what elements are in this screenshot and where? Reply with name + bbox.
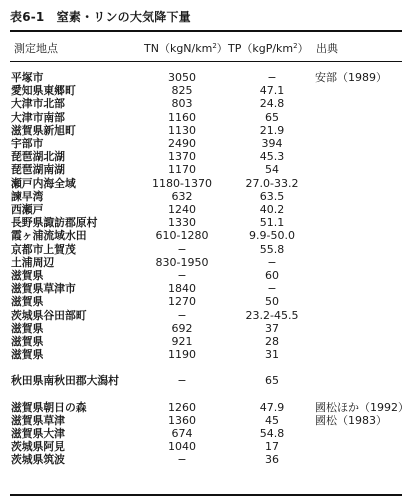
- tp-cell: 55.8: [259, 242, 285, 256]
- tp-cell: 60: [265, 269, 279, 282]
- tp-cell: 27.0-33.2: [245, 176, 299, 190]
- site-cell: 滋賀県草津: [11, 413, 65, 427]
- table-row: [10, 71, 402, 84]
- header-tn-close: ）: [216, 42, 228, 55]
- header-site: 測定地点: [14, 42, 58, 55]
- tn-cell: 1260: [168, 400, 196, 414]
- site-cell: 茨城県筑波: [11, 453, 65, 467]
- tp-cell: −: [267, 71, 277, 84]
- table-row: [10, 243, 402, 256]
- tp-cell: 50: [265, 295, 279, 309]
- table-row: [10, 295, 402, 308]
- tn-cell: −: [177, 374, 187, 388]
- site-cell: 茨城県阿見: [11, 440, 65, 454]
- tp-cell: 54.8: [259, 427, 285, 440]
- tp-cell: 65: [265, 374, 279, 388]
- tp-cell: −: [267, 282, 277, 296]
- site-cell: 平塚市: [11, 71, 44, 84]
- site-cell: 琵琶湖南湖: [11, 163, 65, 177]
- header-tp-close: ）: [297, 42, 309, 55]
- tp-cell: 45: [265, 413, 279, 427]
- header-tp-sup: 2: [293, 42, 298, 50]
- tn-cell: 610-1280: [155, 229, 209, 243]
- tn-cell: −: [177, 242, 187, 256]
- tp-cell: 47.9: [259, 400, 285, 414]
- site-cell: 滋賀県: [11, 321, 44, 335]
- tn-cell: 1330: [168, 216, 196, 230]
- tp-cell: 65: [265, 110, 279, 124]
- table-row: [10, 97, 402, 110]
- site-cell: 滋賀県: [11, 269, 44, 282]
- site-cell: 琵琶湖北湖: [11, 150, 65, 164]
- header-tn-label: TN（kgN/km: [144, 42, 213, 55]
- header-tn-sup: 2: [212, 42, 217, 50]
- tn-cell: −: [177, 269, 187, 282]
- tp-cell: 37: [265, 321, 279, 335]
- tp-cell: 23.2-45.5: [245, 308, 299, 322]
- table-row: [10, 84, 402, 97]
- tp-cell: 51.1: [259, 216, 285, 230]
- table-title: 表6-1 窒素・リンの大気降下量: [10, 10, 191, 24]
- table-row: [10, 111, 402, 124]
- tn-cell: 1160: [168, 110, 196, 124]
- site-cell: 滋賀県朝日の森: [11, 400, 87, 414]
- tn-cell: 830-1950: [155, 255, 209, 269]
- header-rule: [10, 61, 402, 62]
- tn-cell: −: [177, 453, 187, 467]
- tp-cell: 63.5: [259, 189, 285, 203]
- source-cell: 安部（1989）: [315, 71, 387, 84]
- tn-cell: 1370: [168, 150, 196, 164]
- tn-cell: 1170: [168, 163, 196, 177]
- table-row: [10, 177, 402, 190]
- tp-cell: 45.3: [259, 150, 285, 164]
- table-row: [10, 124, 402, 137]
- site-cell: 京都市上賀茂: [11, 242, 76, 256]
- site-cell: 土浦周辺: [11, 255, 55, 269]
- tn-cell: −: [177, 308, 187, 322]
- tn-cell: 1240: [168, 203, 196, 216]
- table-row: [10, 256, 402, 269]
- tn-cell: 921: [171, 335, 193, 348]
- site-cell: 大津市南部: [11, 110, 65, 124]
- source-cell: 國松ほか（1992）: [315, 400, 409, 414]
- table-row: [10, 440, 402, 453]
- table-row: [10, 348, 402, 361]
- header-tp-label: TP（kgP/km: [228, 42, 294, 55]
- tn-cell: 803: [171, 97, 193, 111]
- tn-cell: 674: [171, 427, 193, 440]
- site-cell: 大津市北部: [11, 97, 65, 111]
- table-row: [10, 322, 402, 335]
- table-row: [10, 427, 402, 440]
- site-cell: 愛知県東郷町: [11, 84, 76, 98]
- tn-cell: 632: [171, 189, 193, 203]
- site-cell: 西瀬戸: [11, 203, 44, 216]
- tp-cell: 28: [265, 335, 279, 348]
- site-cell: 長野県諏訪郡原村: [11, 216, 98, 230]
- table-row: [10, 309, 402, 322]
- site-cell: 宇部市: [11, 137, 44, 150]
- tp-cell: 24.8: [259, 97, 285, 111]
- source-cell: 國松（1983）: [315, 413, 387, 427]
- tp-cell: 17: [265, 440, 279, 454]
- table-row: [10, 269, 402, 282]
- table-row: [10, 137, 402, 150]
- table-row: [10, 229, 402, 242]
- tp-cell: −: [267, 255, 277, 269]
- table-row: [10, 216, 402, 229]
- top-rule: [10, 30, 402, 32]
- tp-cell: 36: [265, 453, 279, 467]
- tn-cell: 3050: [168, 71, 196, 84]
- tp-cell: 40.2: [259, 203, 285, 216]
- table-row: [10, 453, 402, 466]
- tp-cell: 54: [265, 163, 279, 177]
- tn-cell: 1190: [168, 348, 196, 362]
- site-cell: 滋賀県大津: [11, 427, 65, 440]
- site-cell: 霞ヶ浦流域水田: [11, 229, 87, 243]
- site-cell: 滋賀県: [11, 335, 44, 348]
- bottom-rule: [10, 494, 402, 496]
- site-cell: 滋賀県新旭町: [11, 123, 76, 137]
- tp-cell: 9.9-50.0: [249, 229, 295, 243]
- tn-cell: 1270: [168, 295, 196, 309]
- tp-cell: 47.1: [259, 84, 285, 98]
- tn-cell: 825: [171, 84, 193, 98]
- tn-cell: 1360: [168, 413, 196, 427]
- table-row: [10, 335, 402, 348]
- header-tp: [228, 40, 309, 56]
- tn-cell: 2490: [168, 137, 196, 150]
- site-cell: 茨城県谷田部町: [11, 308, 87, 322]
- table-row: [10, 400, 409, 414]
- site-cell: 滋賀県: [11, 348, 44, 362]
- tn-cell: 692: [171, 321, 193, 335]
- table-row: [10, 203, 402, 216]
- site-cell: 瀬戸内海全域: [11, 176, 76, 190]
- header-source: 出典: [316, 42, 338, 55]
- table-row: [10, 414, 402, 427]
- tn-cell: 1040: [168, 440, 196, 454]
- site-cell: 滋賀県: [11, 295, 44, 309]
- tp-cell: 31: [265, 348, 279, 362]
- tp-cell: 21.9: [259, 123, 285, 137]
- tn-cell: 1130: [168, 123, 196, 137]
- table-row: [10, 163, 402, 176]
- table-row: [10, 282, 402, 295]
- site-cell: 秋田県南秋田郡大潟村: [11, 374, 119, 388]
- site-cell: 滋賀県草津市: [11, 282, 76, 296]
- table-row: [10, 190, 402, 203]
- site-cell: 諫早湾: [11, 189, 44, 203]
- table-row: [10, 150, 402, 163]
- tn-cell: 1840: [168, 282, 196, 296]
- tp-cell: 394: [261, 137, 283, 150]
- table-row: [10, 374, 402, 387]
- tn-cell: 1180-1370: [152, 176, 212, 190]
- header-tn: [144, 40, 228, 56]
